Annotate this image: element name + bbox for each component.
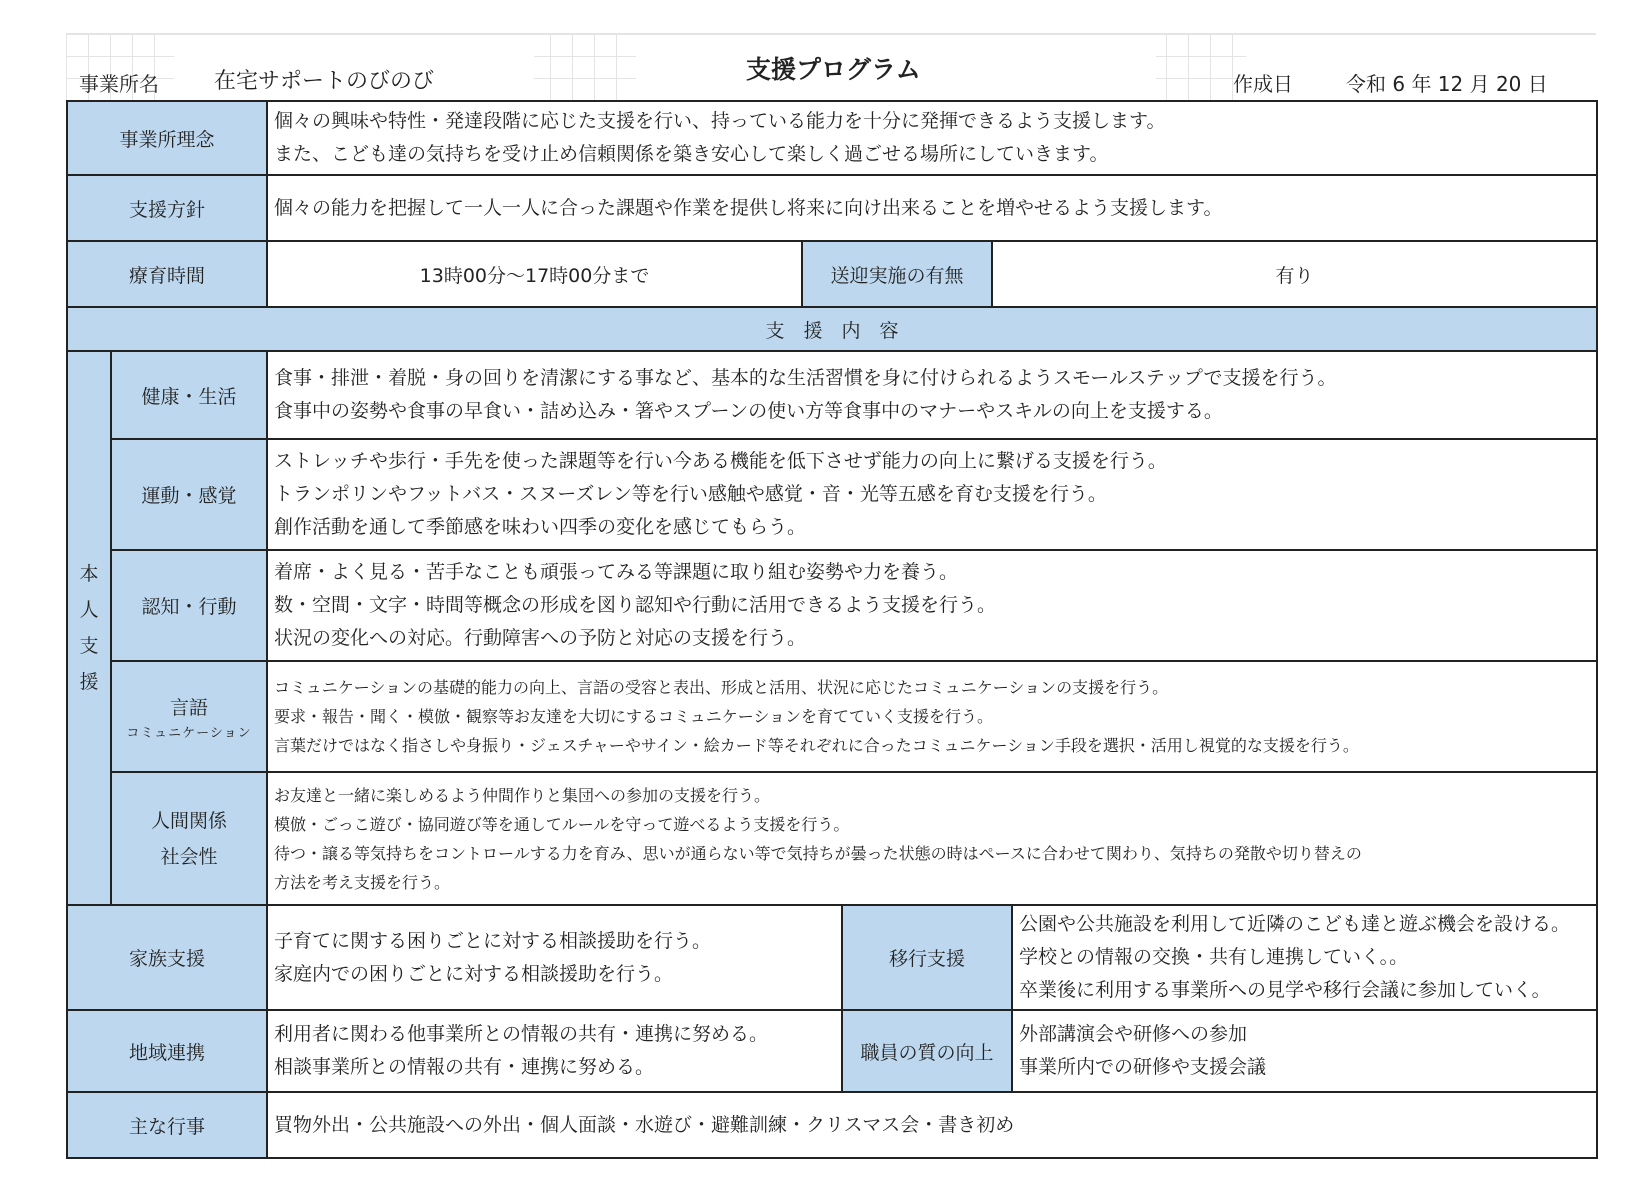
personal-support-char: 援 <box>79 671 99 693</box>
language-label-sub: コミュニケーション <box>126 725 252 741</box>
staff-line: 外部講演会や研修への参加 <box>1019 1023 1248 1045</box>
community-staff-row <box>67 1010 1597 1092</box>
created-date-value: 令和 6 年 12 月 20 日 <box>1346 72 1548 96</box>
policy-line: 個々の能力を把握して一人一人に合った課題や作業を提供し将来に向け出来ることを増やせるよう支援します。 <box>274 196 1223 219</box>
transport-label: 送迎実施の有無 <box>802 241 992 307</box>
social-line: お友達と一緒に楽しめるよう仲間作りと集団への参加の支援を行う。 <box>274 785 771 805</box>
community-line: 利用者に関わる他事業所との情報の共有・連携に努める。 <box>274 1023 769 1045</box>
staff-quality-label: 職員の質の向上 <box>842 1010 1012 1092</box>
staff-quality-text <box>1012 1010 1597 1092</box>
program-table <box>66 100 1598 1159</box>
personal-support-char: 人 <box>79 599 99 621</box>
health-label: 健康・生活 <box>111 351 267 439</box>
family-line: 子育てに関する困りごとに対する相談援助を行う。 <box>274 929 712 952</box>
community-label: 地域連携 <box>67 1010 267 1092</box>
transport-value: 有り <box>992 241 1597 307</box>
social-line: 方法を考え支援を行う。 <box>274 872 451 892</box>
hours-value: 13時00分〜17時00分まで <box>267 241 802 307</box>
social-label <box>111 772 267 905</box>
language-label-main: 言語 <box>170 696 209 719</box>
support-program-sheet <box>66 33 1596 1159</box>
events-row <box>67 1092 1597 1158</box>
policy-label: 支援方針 <box>67 175 267 241</box>
social-label-line: 社会性 <box>160 845 218 868</box>
transition-support-text <box>1012 905 1597 1010</box>
cognition-line: 状況の変化への対応。行動障害への予防と対応の支援を行う。 <box>274 627 807 649</box>
events-label: 主な行事 <box>67 1092 267 1158</box>
staff-line: 事業所内での研修や支援会議 <box>1019 1056 1267 1078</box>
transition-line: 公園や公共施設を利用して近隣のこども達と遊ぶ機会を設ける。 <box>1019 913 1571 935</box>
personal-support-char: 本 <box>79 563 99 585</box>
cognition-row <box>67 550 1597 661</box>
community-line: 相談事業所との情報の共有・連携に努める。 <box>274 1056 655 1078</box>
created-date-label: 作成日 <box>1233 72 1293 96</box>
family-transition-row <box>67 905 1597 1010</box>
motor-line: 創作活動を通して季節感を味わい四季の変化を感じてもらう。 <box>274 516 807 538</box>
philosophy-label: 事業所理念 <box>67 101 267 175</box>
language-row <box>67 661 1597 772</box>
office-name-label: 事業所名 <box>79 72 159 96</box>
events-text <box>267 1092 1597 1158</box>
language-label <box>111 661 267 772</box>
personal-support-char: 支 <box>79 635 99 657</box>
social-line: 待つ・譲る等気持ちをコントロールする力を育み、思いが通らない等で気持ちが曇った状態の時はペースに合わせて関わり、気持ちの発散や切り替えの <box>274 843 1362 863</box>
transition-line: 学校との情報の交換・共有し連携していく。。 <box>1019 946 1409 968</box>
document-title: 支援プログラム <box>746 55 921 84</box>
office-name-value: 在宅サポートのびのび <box>214 69 435 94</box>
philosophy-text <box>267 101 1597 175</box>
hours-label: 療育時間 <box>67 241 267 307</box>
events-line: 買物外出・公共施設への外出・個人面談・水遊び・避難訓練・クリスマス会・書き初め <box>274 1113 1015 1136</box>
support-content-header: 支 援 内 容 <box>67 307 1597 351</box>
philosophy-line: 個々の興味や特性・発達段階に応じた支援を行い、持っている能力を十分に発揮できるよう支援します。 <box>274 110 1166 132</box>
policy-text <box>267 175 1597 241</box>
language-line: 言葉だけではなく指さしや身振り・ジェスチャーやサイン・絵カード等それぞれに合ったコミュニケーション手段を選択・活用し視覚的な支援を行う。 <box>274 736 1359 755</box>
social-line: 模倣・ごっこ遊び・協同遊び等を通してルールを守って遊べるよう支援を行う。 <box>274 814 850 834</box>
social-label-line: 人間関係 <box>151 809 228 832</box>
motor-line: ストレッチや歩行・手先を使った課題等を行い今ある機能を低下させず能力の向上に繋げる支援を行う。 <box>274 450 1167 472</box>
family-support-label: 家族支援 <box>67 905 267 1010</box>
motor-line: トランポリンやフットバス・スヌーズレン等を行い感触や感覚・音・光等五感を育む支援を行う。 <box>274 483 1107 505</box>
language-line: コミュニケーションの基礎的能力の向上、言語の受容と表出、形成と活用、状況に応じたコミュニケーションの支援を行う。 <box>274 678 1169 697</box>
cognition-line: 着席・よく見る・苦手なことも頑張ってみる等課題に取り組む姿勢や力を養う。 <box>274 561 959 583</box>
hours-row <box>67 241 1597 307</box>
social-row <box>67 772 1597 905</box>
motor-text <box>267 439 1597 550</box>
cognition-line: 数・空間・文字・時間等概念の形成を図り認知や行動に活用できるよう支援を行う。 <box>274 594 997 616</box>
support-content-header-row <box>67 307 1597 351</box>
motor-label: 運動・感覚 <box>111 439 267 550</box>
family-support-text <box>267 905 842 1010</box>
family-line: 家庭内での困りごとに対する相談援助を行う。 <box>274 962 674 985</box>
philosophy-line: また、こども達の気持ちを受け止め信頼関係を築き安心して楽しく過ごせる場所にしていきます。 <box>274 143 1109 165</box>
health-line: 食事・排泄・着脱・身の回りを清潔にする事など、基本的な生活習慣を身に付けられるようスモールステップで支援を行う。 <box>274 367 1337 389</box>
policy-row <box>67 175 1597 241</box>
personal-support-label <box>67 351 111 905</box>
community-text <box>267 1010 842 1092</box>
sheet-header <box>66 33 1596 100</box>
health-text <box>267 351 1597 439</box>
transition-line: 卒業後に利用する事業所への見学や移行会議に参加していく。 <box>1019 979 1551 1001</box>
philosophy-row <box>67 101 1597 175</box>
social-text <box>267 772 1597 905</box>
cognition-label: 認知・行動 <box>111 550 267 661</box>
language-line: 要求・報告・聞く・模倣・観察等お友達を大切にするコミュニケーションを育てていく支援を行う。 <box>274 707 994 726</box>
transition-support-label: 移行支援 <box>842 905 1012 1010</box>
health-line: 食事中の姿勢や食事の早食い・詰め込み・箸やスプーンの使い方等食事中のマナーやスキルの向上を支援する。 <box>274 400 1223 422</box>
health-row <box>67 351 1597 439</box>
language-text <box>267 661 1597 772</box>
cognition-text <box>267 550 1597 661</box>
motor-row <box>67 439 1597 550</box>
